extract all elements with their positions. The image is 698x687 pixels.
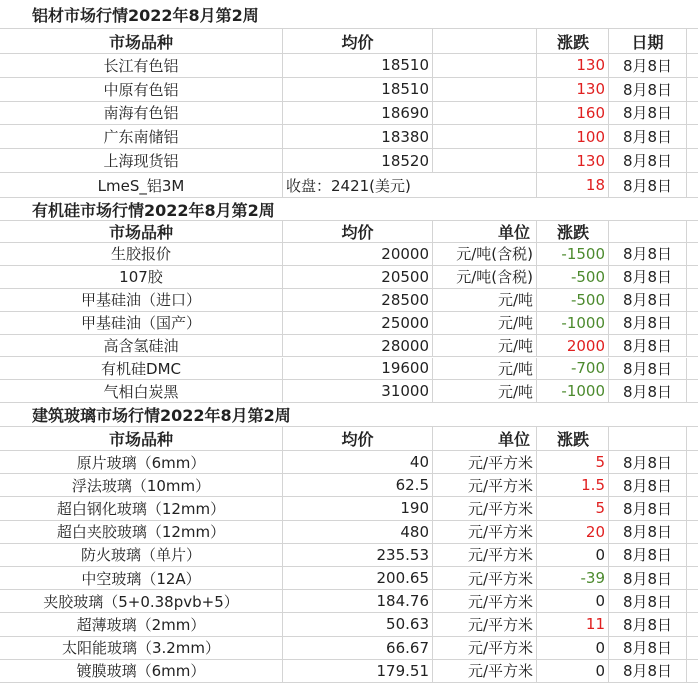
item-unit: 元/吨(含税) [433,266,537,288]
item-price: 184.76 [283,590,433,612]
item-unit: 元/平方米 [433,544,537,566]
glass-header-row[interactable] [0,427,698,451]
table-row[interactable] [0,613,698,636]
item-name: 中空玻璃（12A） [0,567,283,589]
item-change: 130 [537,149,609,172]
item-change: 5 [537,497,609,519]
empty-cell [687,521,698,543]
item-name: 太阳能玻璃（3.2mm） [0,637,283,659]
silicone-title-row[interactable] [0,198,698,221]
table-row[interactable] [0,266,698,289]
table-row[interactable] [0,474,698,497]
empty-cell [687,312,698,334]
item-change: 2000 [537,335,609,357]
aluminum-header-row[interactable] [0,29,698,54]
item-price: 235.53 [283,544,433,566]
header-date: 日期 [609,29,687,53]
table-row[interactable] [0,312,698,335]
glass-title-row[interactable] [0,403,698,427]
table-row[interactable] [0,590,698,613]
table-row[interactable] [0,78,698,102]
item-price: 20500 [283,266,433,288]
lme-note: 收盘：2421(美元) [283,173,537,197]
aluminum-section-title: 铝材市场行情2022年8月第2周 [32,5,259,25]
header-unit: 单位 [433,427,537,450]
item-unit: 元/吨 [433,380,537,402]
item-unit: 元/平方米 [433,660,537,682]
empty-cell [687,567,698,589]
item-name: 超白夹胶玻璃（12mm） [0,521,283,543]
item-change: 0 [537,660,609,682]
item-empty [433,149,537,172]
item-empty [433,54,537,77]
item-name: 浮法玻璃（10mm） [0,474,283,496]
item-change: -500 [537,266,609,288]
item-change: 130 [537,54,609,77]
aluminum-title-row[interactable] [0,0,698,29]
item-date: 8月8日 [609,54,687,77]
header-unit: 单位 [433,221,537,242]
item-price: 28000 [283,335,433,357]
item-date: 8月8日 [609,149,687,172]
item-price: 50.63 [283,613,433,635]
table-row[interactable] [0,637,698,660]
item-empty [433,125,537,148]
table-row[interactable] [0,358,698,381]
item-change: -1500 [537,243,609,265]
item-unit: 元/吨(含税) [433,243,537,265]
header-price: 均价 [283,221,433,242]
item-unit: 元/平方米 [433,613,537,635]
item-price: 18510 [283,78,433,101]
item-name: 上海现货铝 [0,149,283,172]
empty-cell [687,637,698,659]
item-unit: 元/吨 [433,312,537,334]
empty-cell [687,544,698,566]
item-date: 8月8日 [609,289,687,311]
item-date: 8月8日 [609,474,687,496]
item-unit: 元/平方米 [433,521,537,543]
table-row[interactable] [0,544,698,567]
header-change: 涨跌 [537,29,609,53]
table-row[interactable] [0,243,698,266]
item-date: 8月8日 [609,613,687,635]
silicone-section-title: 有机硅市场行情2022年8月第2周 [32,200,275,220]
empty-cell [687,54,698,77]
item-name: 甲基硅油（进口） [0,289,283,311]
item-date: 8月8日 [609,102,687,125]
item-price: 200.65 [283,567,433,589]
table-row[interactable] [0,149,698,173]
item-name: 镀膜玻璃（6mm） [0,660,283,682]
empty-cell [687,289,698,311]
item-name: 高含氢硅油 [0,335,283,357]
header-price: 均价 [283,427,433,450]
empty-cell [687,102,698,125]
item-change: 20 [537,521,609,543]
item-change: 100 [537,125,609,148]
table-row[interactable] [0,335,698,358]
item-date: 8月8日 [609,78,687,101]
item-price: 40 [283,451,433,473]
glass-section-title: 建筑玻璃市场行情2022年8月第2周 [32,406,291,425]
item-date: 8月8日 [609,497,687,519]
item-change: 5 [537,451,609,473]
item-change: 0 [537,637,609,659]
item-price: 18380 [283,125,433,148]
header-empty [433,29,537,53]
table-row[interactable] [0,380,698,403]
item-date: 8月8日 [609,567,687,589]
item-date: 8月8日 [609,637,687,659]
item-unit: 元/平方米 [433,474,537,496]
empty-cell [687,474,698,496]
item-empty [433,78,537,101]
table-row[interactable] [0,660,698,683]
item-unit: 元/平方米 [433,567,537,589]
header-name: 市场品种 [0,221,283,242]
item-name: 南海有色铝 [0,102,283,125]
item-date: 8月8日 [609,312,687,334]
lme-change: 18 [537,173,609,197]
item-price: 18510 [283,54,433,77]
item-change: -1000 [537,380,609,402]
item-unit: 元/平方米 [433,497,537,519]
item-date: 8月8日 [609,125,687,148]
item-change: -500 [537,289,609,311]
item-price: 18520 [283,149,433,172]
item-name: 长江有色铝 [0,54,283,77]
item-unit: 元/吨 [433,335,537,357]
item-price: 31000 [283,380,433,402]
item-name: 原片玻璃（6mm） [0,451,283,473]
item-change: 130 [537,78,609,101]
item-date: 8月8日 [609,660,687,682]
item-price: 190 [283,497,433,519]
item-empty [433,102,537,125]
table-row[interactable] [0,567,698,590]
empty-cell [687,266,698,288]
item-name: 超白钢化玻璃（12mm） [0,497,283,519]
empty-cell [687,497,698,519]
item-unit: 元/平方米 [433,590,537,612]
item-name: 有机硅DMC [0,358,283,380]
item-unit: 元/平方米 [433,451,537,473]
header-change: 涨跌 [537,427,609,450]
lme-name: LmeS_铝3M [0,173,283,197]
item-price: 18690 [283,102,433,125]
item-date: 8月8日 [609,521,687,543]
item-price: 25000 [283,312,433,334]
item-name: 防火玻璃（单片） [0,544,283,566]
item-date: 8月8日 [609,380,687,402]
item-price: 20000 [283,243,433,265]
table-row[interactable] [0,497,698,520]
table-row[interactable] [0,102,698,126]
empty-cell [687,590,698,612]
header-price: 均价 [283,29,433,53]
item-change: 11 [537,613,609,635]
item-change: 0 [537,544,609,566]
empty-cell [687,125,698,148]
item-price: 179.51 [283,660,433,682]
item-price: 19600 [283,358,433,380]
item-date: 8月8日 [609,266,687,288]
empty-cell [687,243,698,265]
empty-cell [687,613,698,635]
item-name: 广东南储铝 [0,125,283,148]
item-price: 480 [283,521,433,543]
item-price: 66.67 [283,637,433,659]
empty-cell [687,335,698,357]
table-row[interactable] [0,289,698,312]
table-row[interactable] [0,451,698,474]
item-name: 夹胶玻璃（5+0.38pvb+5） [0,590,283,612]
item-date: 8月8日 [609,243,687,265]
item-price: 28500 [283,289,433,311]
item-name: 中原有色铝 [0,78,283,101]
item-change: 1.5 [537,474,609,496]
lme-date: 8月8日 [609,173,687,197]
item-change: 160 [537,102,609,125]
header-change: 涨跌 [537,221,609,242]
empty-cell [687,358,698,380]
item-date: 8月8日 [609,335,687,357]
item-name: 超薄玻璃（2mm） [0,613,283,635]
header-name: 市场品种 [0,29,283,53]
item-date: 8月8日 [609,544,687,566]
table-row[interactable] [0,521,698,544]
item-price: 62.5 [283,474,433,496]
item-name: 生胶报价 [0,243,283,265]
empty-cell [687,451,698,473]
item-change: -39 [537,567,609,589]
header-name: 市场品种 [0,427,283,450]
item-change: -700 [537,358,609,380]
item-date: 8月8日 [609,358,687,380]
item-name: 气相白炭黑 [0,380,283,402]
item-name: 107胶 [0,266,283,288]
empty-cell [687,660,698,682]
item-change: 0 [537,590,609,612]
item-unit: 元/吨 [433,358,537,380]
item-unit: 元/平方米 [433,637,537,659]
empty-cell [687,78,698,101]
item-name: 甲基硅油（国产） [0,312,283,334]
item-change: -1000 [537,312,609,334]
lme-row[interactable] [0,173,698,198]
table-row[interactable] [0,125,698,149]
empty-cell [687,149,698,172]
table-row[interactable] [0,54,698,78]
item-unit: 元/吨 [433,289,537,311]
empty-cell [687,380,698,402]
item-date: 8月8日 [609,590,687,612]
silicone-header-row[interactable] [0,221,698,243]
item-date: 8月8日 [609,451,687,473]
